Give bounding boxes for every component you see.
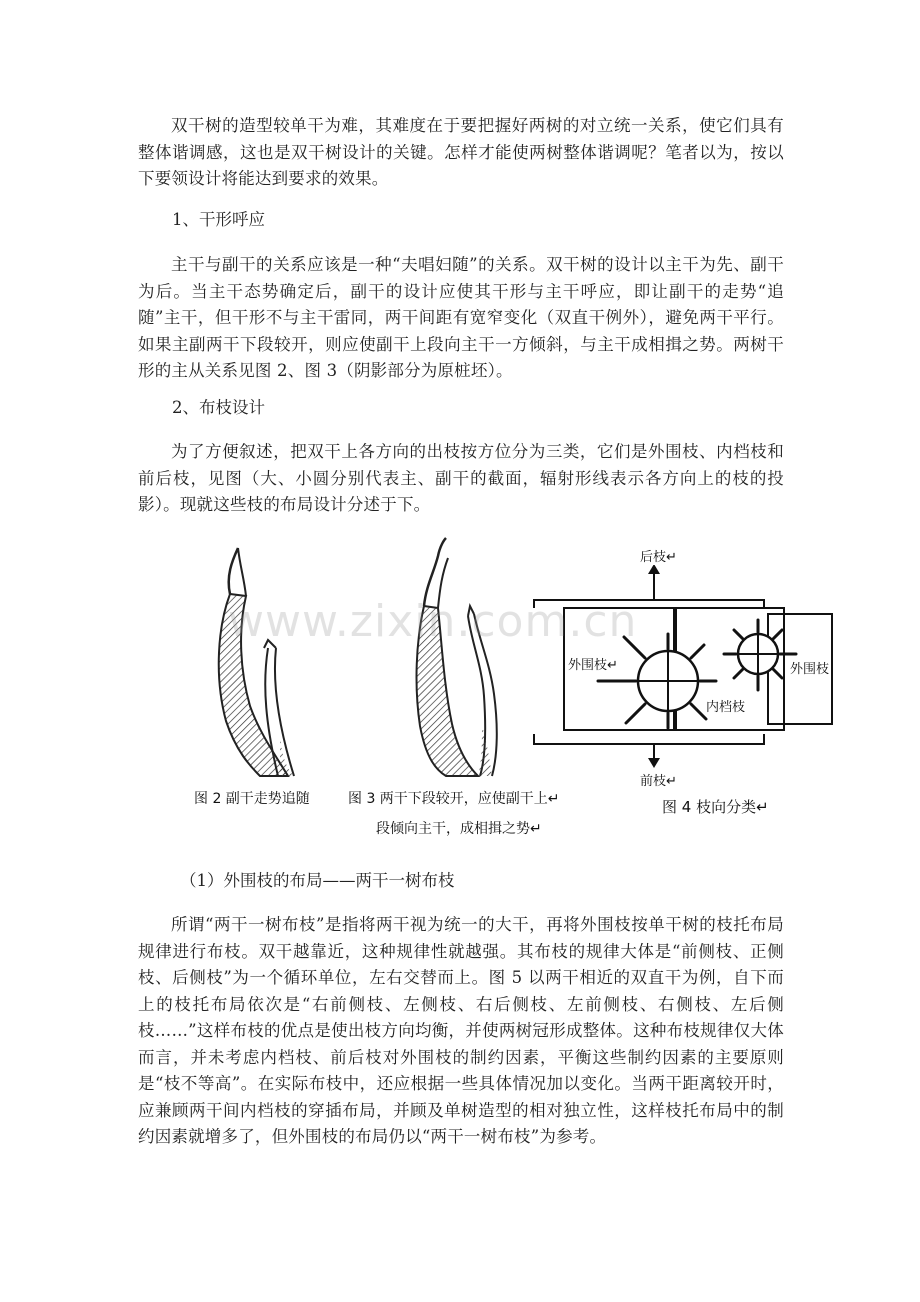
trunk-shape-paragraph: 主干与副干的关系应该是一种“夫唱妇随”的关系。双干树的设计以主干为先、副干为后。当主干态势确定后，副干的设计应使其干形与主干呼应，即让副干的走势“追随”主干，但干形不与主干雷同，两干间距有宽窄变化（双直干例外），避免两干平行。如果主副两干下段较开，则应使副干上段向主干一方倾斜，与主干成相揖之势。两树干形的主从关系见图 2、图 3（阴影部分为原桩坯）。 xyxy=(138,255,784,380)
branch-design-paragraph: 为了方便叙述，把双干上各方向的出枝按方位分为三类，它们是外围枝、内档枝和前后枝，见图（大、小圆分别代表主、副干的截面，辐射形线表示各方向上的枝的投影）。现就这些枝的布局设计分述于下。 xyxy=(138,442,784,514)
section-heading-outer-branches: （1）外围枝的布局——两干一树布枝 xyxy=(180,871,455,890)
label-outer-branch-left: 外围枝↵ xyxy=(568,654,618,673)
section-heading-branch-design: 2、布枝设计 xyxy=(172,398,265,417)
label-front-branch: 前枝↵ xyxy=(640,770,677,789)
outer-branches-paragraph: 所谓“两干一树布枝”是指将两干视为统一的大干，再将外围枝按单干树的枝托布局规律进行布枝。双干越靠近，这种规律性就越强。其布枝的规律大体是“前侧枝、正侧枝、后侧枝”为一个循环单位，左右交替而上。图 5 以两干相近的双直干为例，自下而上的枝托布局依次是“右前侧枝、左侧枝、右后侧枝、左前侧枝、右侧枝、左后侧枝……”这样布枝的优点是使出枝方向均衡，并使两树冠形成整体。这种布枝规律仅大体而言，并未考虑内档枝、前后枝对外围枝的制约因素，平衡这些制约因素的主要原则是“枝不等高”。在实际布枝中，还应根据一些具体情况加以变化。当两干距离较开时，应兼顾两干间内档枝的穿插布局，并顾及单树造型的相对独立性，这样枝托布局中的制约因素就增多了，但外围枝的布局仍以“两干一树布枝”为参考。 xyxy=(138,915,784,1146)
figure-3-caption-line1: 图 3 两干下段较开，应使副干上↵ xyxy=(348,791,560,807)
label-inner-branch: 内档枝 xyxy=(706,696,745,715)
label-outer-branch-right: 外围枝 xyxy=(790,658,829,677)
label-back-branch: 后枝↵ xyxy=(640,546,677,565)
figure-3-trunks xyxy=(417,538,497,776)
figure-2-caption: 图 2 副干走势追随 xyxy=(194,791,310,807)
figure-4-caption: 图 4 枝向分类↵ xyxy=(662,798,769,816)
figure-3-caption-line2: 段倾向主干，成相揖之势↵ xyxy=(376,821,542,837)
intro-paragraph: 双干树的造型较单干为难，其难度在于要把握好两树的对立统一关系，使它们具有整体谐调感，这也是双干树设计的关键。怎样才能使两树整体谐调呢？笔者以为，按以下要领设计将能达到要求的效果。 xyxy=(138,116,784,188)
section-heading-trunk-shape: 1、干形呼应 xyxy=(172,210,265,229)
figure-block xyxy=(168,536,844,844)
watermark-text: www.zixin.com.cn xyxy=(228,596,638,647)
figure-2-trunks xyxy=(219,548,294,776)
